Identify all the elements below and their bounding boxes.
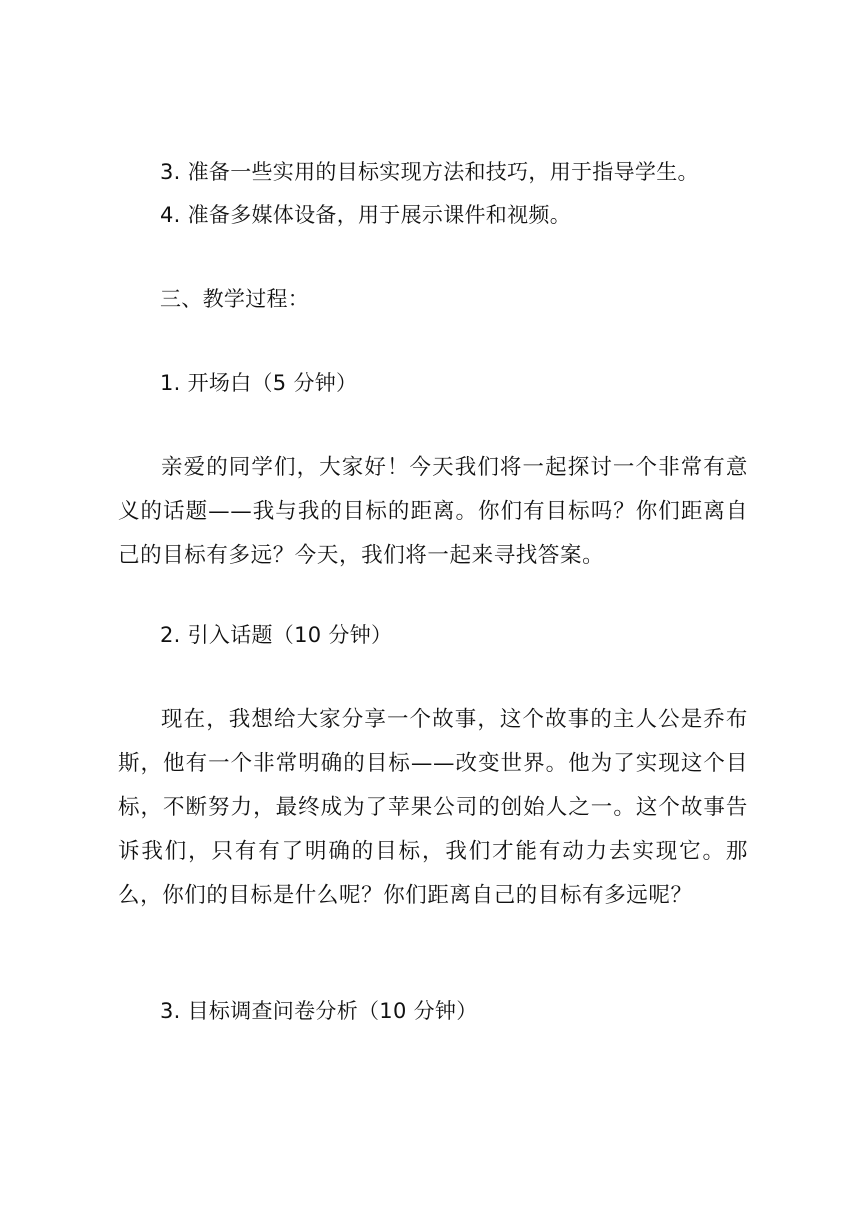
step3-heading: 3. 目标调查问卷分析（10 分钟） xyxy=(160,999,478,1023)
step1-heading: 1. 开场白（5 分钟） xyxy=(160,371,358,395)
step1-paragraph: 亲爱的同学们，大家好！今天我们将一起探讨一个非常有意义的话题——我与我的目标的距离。你们有目标吗？你们距离自己的目标有多远？今天，我们将一起来寻找答案。 xyxy=(118,455,748,568)
prep-item-4: 4. 准备多媒体设备，用于展示课件和视频。 xyxy=(160,203,572,227)
step2-heading: 2. 引入话题（10 分钟） xyxy=(160,623,393,647)
prep-item-3: 3. 准备一些实用的目标实现方法和技巧，用于指导学生。 xyxy=(160,160,699,184)
section-title: 三、教学过程： xyxy=(160,287,310,311)
step2-paragraph: 现在，我想给大家分享一个故事，这个故事的主人公是乔布斯，他有一个非常明确的目标——改变世界。他为了实现这个目标，不断努力，最终成为了苹果公司的创始人之一。这个故事告诉我们，只有有了明确的目标，我们才能有动力去实现它。那么，你们的目标是什么呢？你们距离自己的目标有多远呢？ xyxy=(118,707,748,908)
